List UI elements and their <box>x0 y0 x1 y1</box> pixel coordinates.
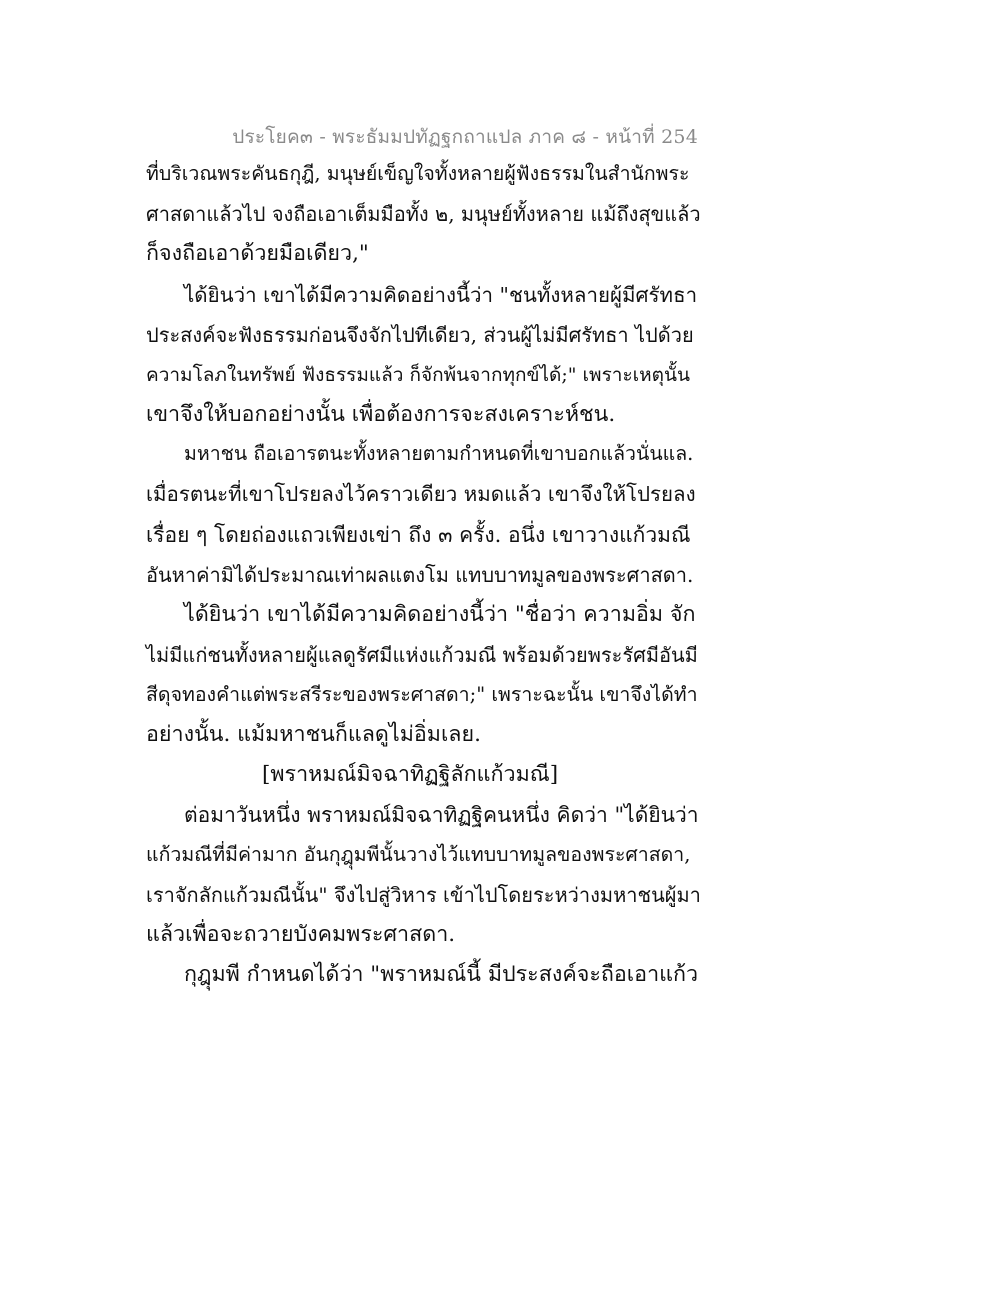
text-line: เรื่อย ๆ โดยถ่องแถวเพียงเข่า ถึง ๓ ครั้ง. อนึ่ง เขาวางแก้วมณี <box>146 523 691 547</box>
paragraph-first-line: ได้ยินว่า เขาได้มีความคิดอย่างนี้ว่า "ชื่อว่า ความอิ่ม จัก <box>184 602 696 627</box>
text-line: อันหาค่ามิได้ประมาณเท่าผลแตงโม แทบบาทมูลของพระศาสดา. <box>146 563 694 587</box>
paragraph-first-line: มหาชน ถือเอารตนะทั้งหลายตามกำหนดที่เขาบอกแล้วนั่นแล. <box>184 442 694 465</box>
section-heading: [พราหมณ์มิจฉาทิฏฐิลักแก้วมณี] <box>262 762 559 787</box>
text-line: ไม่มีแก่ชนทั้งหลายผู้แลดูรัศมีแห่งแก้วมณี พร้อมด้วยพระรัศมีอันมี <box>146 643 698 667</box>
page-header: ประโยค๓ - พระธัมมปทัฏฐกถาแปล ภาค ๘ - หน้าที่ 254 <box>232 126 698 148</box>
text-line: แก้วมณีที่มีค่ามาก อันกุฎุมพีนั้นวางไว้แทบบาทมูลของพระศาสดา, <box>146 843 691 866</box>
text-line: เราจักลักแก้วมณีนั้น" จึงไปสู่วิหาร เข้าไปโดยระหว่างมหาชนผู้มา <box>146 883 701 907</box>
text-line: ความโลภในทรัพย์ ฟังธรรมแล้ว ก็จักพ้นจากทุกข์ได้;" เพราะเหตุนั้น <box>146 364 690 386</box>
paragraph-first-line: กุฎุมพี กำหนดได้ว่า "พราหมณ์นี้ มีประสงค์จะถือเอาแก้ว <box>184 962 699 987</box>
text-line: ศาสดาแล้วไป จงถือเอาเต็มมือทั้ง ๒, มนุษย์ทั้งหลาย แม้ถึงสุขแล้ว <box>146 202 701 226</box>
paragraph-first-line: ต่อมาวันหนึ่ง พราหมณ์มิจฉาทิฏฐิคนหนึ่ง คิดว่า "ได้ยินว่า <box>184 803 699 827</box>
paragraph-first-line: ได้ยินว่า เขาได้มีความคิดอย่างนี้ว่า "ชนทั้งหลายผู้มีศรัทธา <box>184 283 698 307</box>
text-line: ก็จงถือเอาด้วยมือเดียว," <box>146 241 369 266</box>
text-line: อย่างนั้น. แม้มหาชนก็แลดูไม่อิ่มเลย. <box>146 722 481 747</box>
text-line: แล้วเพื่อจะถวายบังคมพระศาสดา. <box>146 922 456 947</box>
text-line: สีดุจทองคำแต่พระสรีระของพระศาสดา;" เพราะฉะนั้น เขาจึงได้ทำ <box>146 683 698 706</box>
text-line: ที่บริเวณพระคันธกุฎี, มนุษย์เข็ญใจทั้งหลายผู้ฟังธรรมในสำนักพระ <box>146 162 690 185</box>
text-line: เขาจึงให้บอกอย่างนั้น เพื่อต้องการจะสงเคราะห์ชน. <box>146 402 616 427</box>
text-line: เมื่อรตนะที่เขาโปรยลงไว้คราวเดียว หมดแล้ว เขาจึงให้โปรยลง <box>146 482 696 506</box>
text-line: ประสงค์จะฟังธรรมก่อนจึงจักไปทีเดียว, ส่วนผู้ไม่มีศรัทธา ไปด้วย <box>146 323 694 347</box>
